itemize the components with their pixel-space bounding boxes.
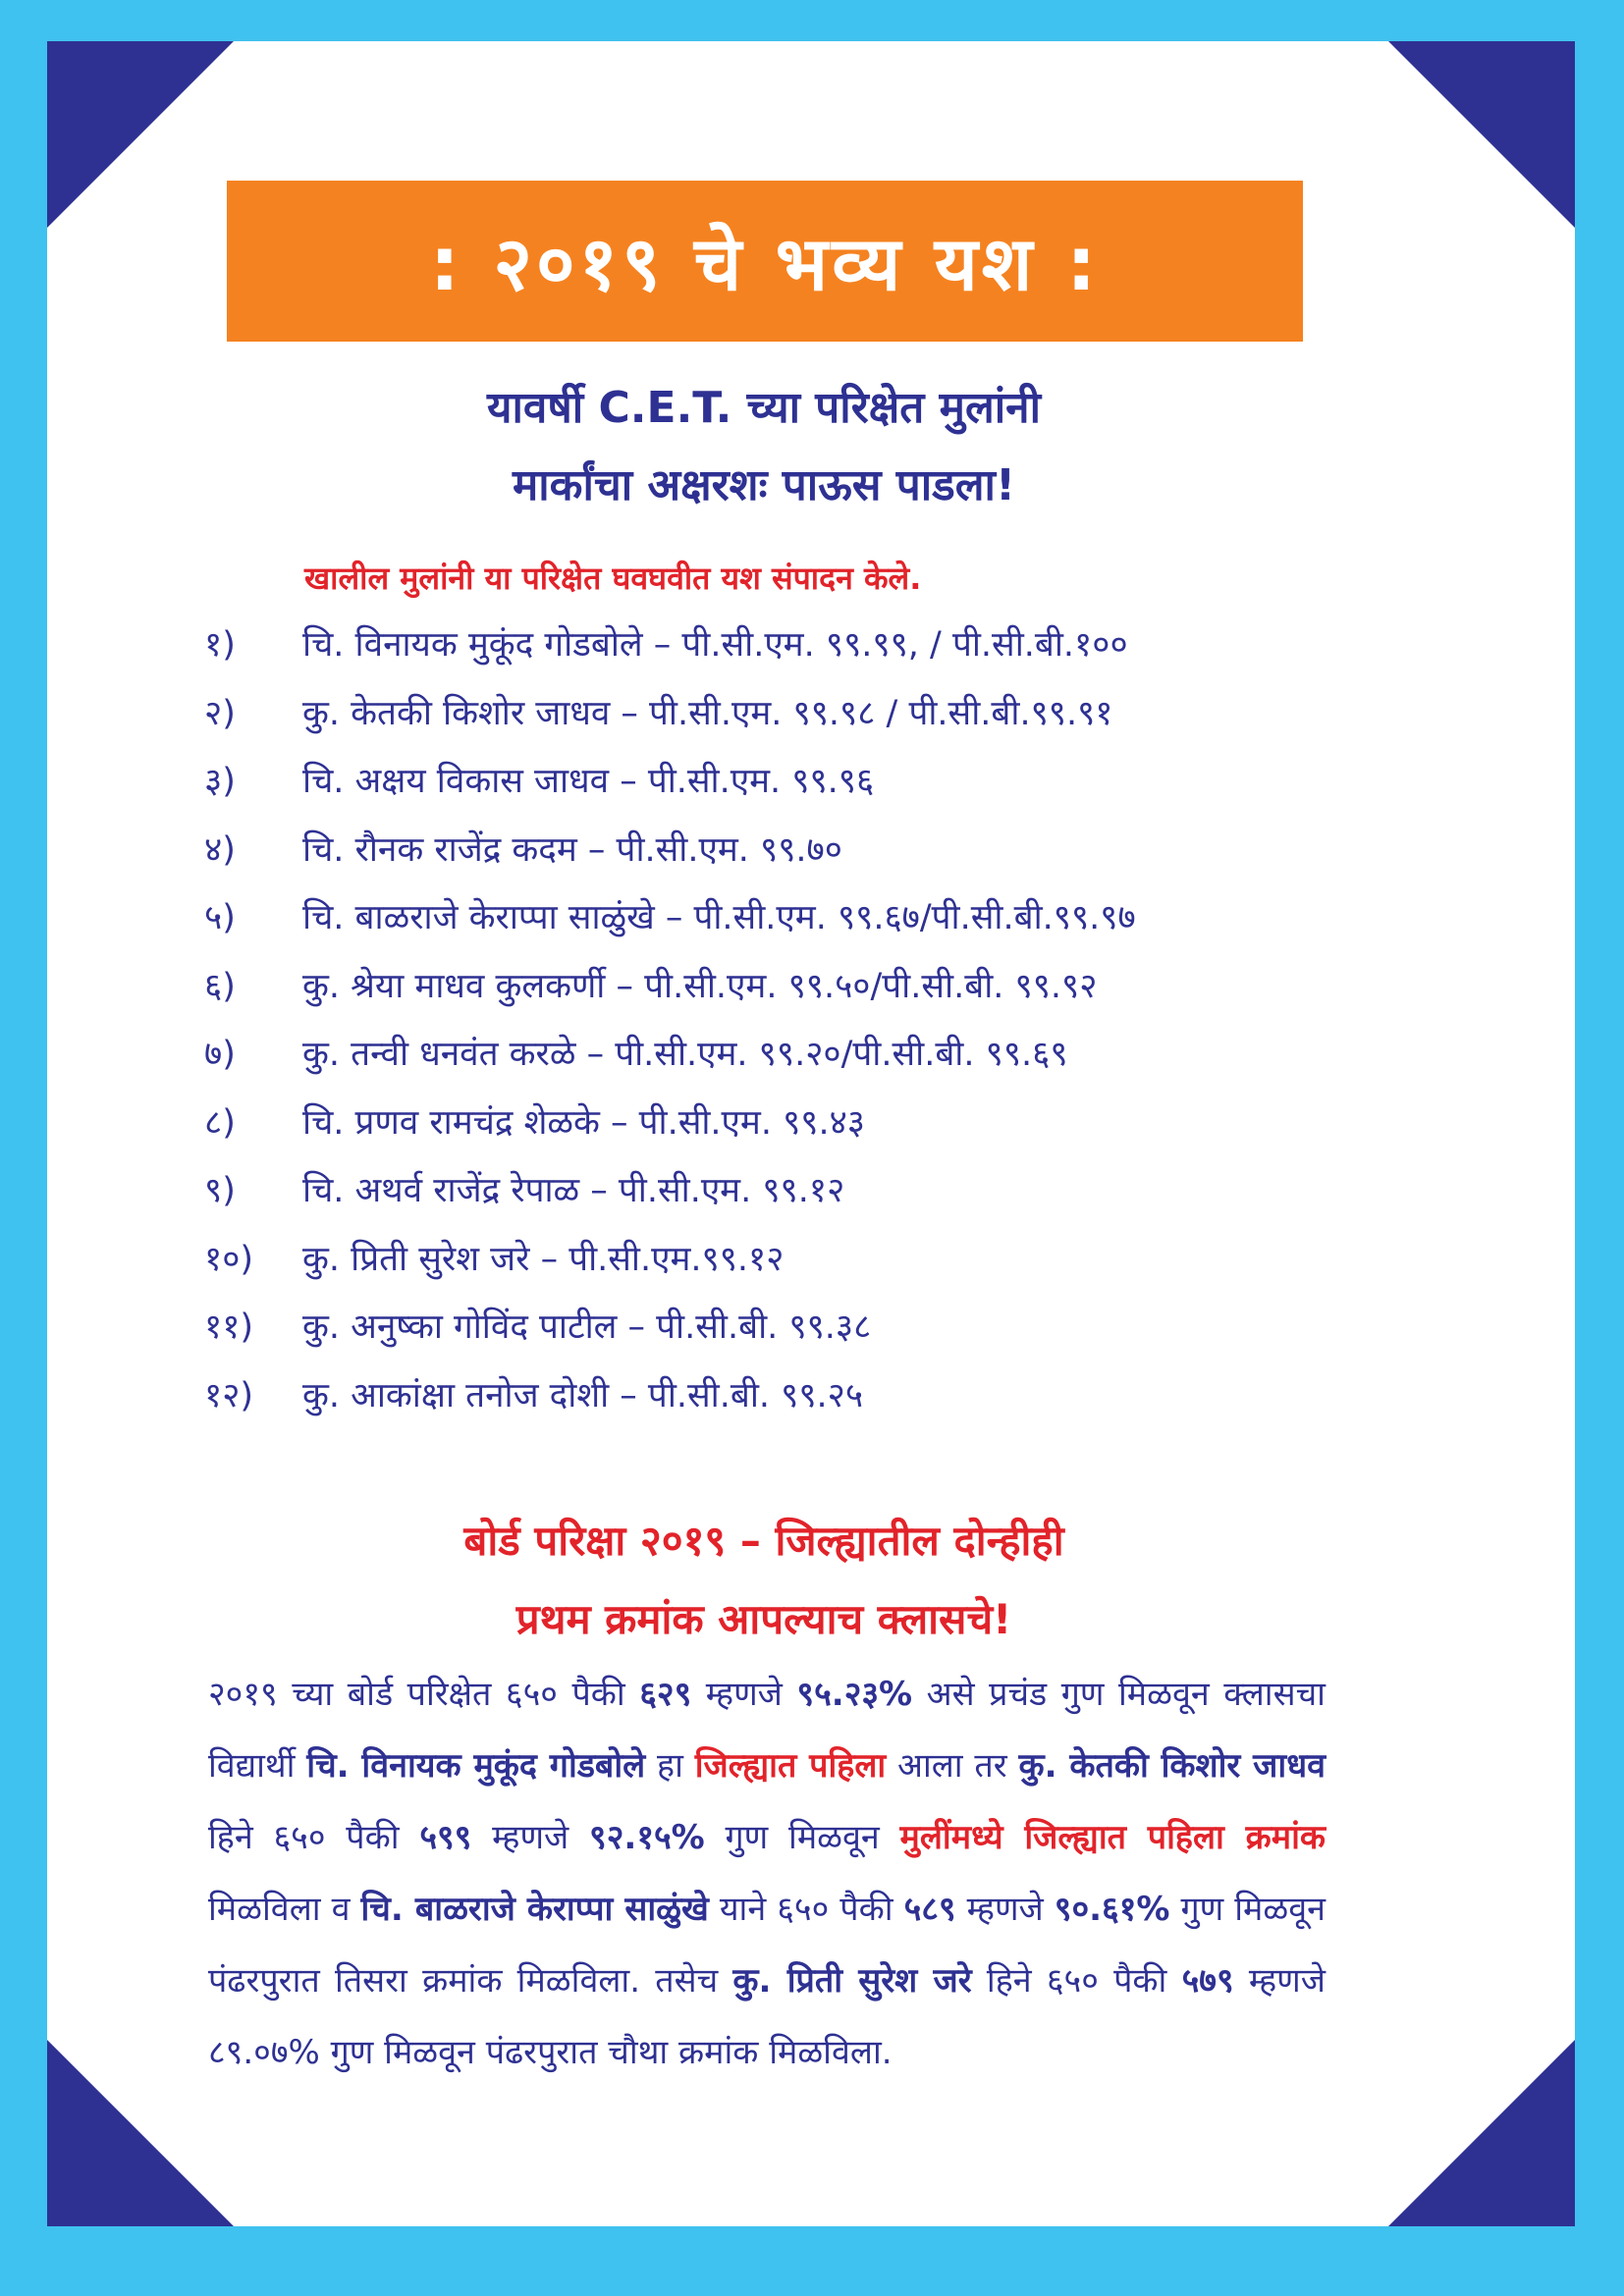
paragraph-text: आला तर (886, 1746, 1019, 1786)
paragraph-text: मिळविला व (208, 1890, 361, 1929)
list-item-number: १२) (204, 1375, 254, 1415)
list-item (204, 1235, 1382, 1304)
highlight-text: मुलींमध्ये जिल्ह्यात पहिला क्रमांक (899, 1818, 1326, 1857)
list-item-number: ७) (204, 1035, 236, 1074)
bold-text: कु. प्रिती सुरेश जरे (732, 1961, 972, 2001)
bold-text: ९५.२३% (796, 1675, 913, 1714)
paragraph-text: म्हणजे (471, 1818, 590, 1857)
paragraph-text: याने ६५० पैकी (708, 1890, 904, 1929)
paragraph-text: हिने ६५० पैकी (971, 1961, 1182, 2001)
board-results-paragraph (208, 1659, 1326, 2089)
list-item-text: कु. प्रिती सुरेश जरे – पी.सी.एम.९९.१२ (302, 1239, 785, 1279)
list-item-number: ९) (204, 1171, 236, 1210)
list-item-text: कु. आकांक्षा तनोज दोशी – पी.सी.बी. ९९.२५ (302, 1375, 864, 1415)
results-subheading: खालील मुलांनी या परिक्षेत घवघवीत यश संपादन केले. (304, 560, 922, 597)
corner-triangle-top-left (47, 41, 234, 228)
list-item-number: ६) (204, 966, 236, 1006)
bold-text: ५८९ (903, 1890, 956, 1929)
list-item-text: चि. अक्षय विकास जाधव – पी.सी.एम. ९९.९६ (302, 762, 875, 801)
list-item-number: ५) (204, 898, 236, 937)
list-item-number: ८) (204, 1102, 236, 1143)
bold-text: ९२.१५% (589, 1818, 705, 1857)
bold-text: चि. बाळराजे केराप्पा साळुंखे (360, 1890, 709, 1929)
list-item-number: ११) (204, 1308, 254, 1347)
headline-line-2: मार्कांचा अक्षरशः पाऊस पाडला! (512, 460, 1016, 510)
list-item (204, 1030, 1382, 1098)
list-item-text: कु. केतकी किशोर जाधव – पी.सी.एम. ९९.९८ / पी.सी.बी.९९.९१ (302, 693, 1113, 733)
paragraph-text: हा (645, 1746, 695, 1786)
list-item-number: ४) (204, 829, 236, 870)
list-item (204, 962, 1382, 1031)
list-item (204, 826, 1382, 894)
bold-text: ५७९ (1181, 1961, 1234, 2001)
corner-triangle-top-right (1388, 41, 1575, 228)
bold-text: ९०.६१% (1054, 1890, 1170, 1929)
paragraph-text: म्हणजे (955, 1890, 1055, 1929)
list-item-text: कु. तन्वी धनवंत करळे – पी.सी.एम. ९९.२०/पी.सी.बी. ९९.६९ (302, 1035, 1068, 1074)
page-title: : २०१९ चे भव्य यश : (429, 219, 1101, 307)
list-item-number: ३) (204, 762, 236, 801)
list-item-number: १०) (204, 1239, 254, 1279)
results-list (204, 620, 1382, 1439)
highlight-text: जिल्ह्यात पहिला (694, 1746, 887, 1786)
list-item (204, 757, 1382, 826)
list-item (204, 1371, 1382, 1440)
list-item-text: कु. अनुष्का गोविंद पाटील – पी.सी.बी. ९९.३८ (302, 1308, 872, 1347)
list-item-number: २) (204, 693, 236, 733)
list-item (204, 1098, 1382, 1167)
corner-triangle-bottom-right (1388, 2040, 1575, 2226)
list-item (204, 689, 1382, 758)
bold-text: कु. केतकी किशोर जाधव (1018, 1746, 1326, 1786)
bold-text: चि. विनायक मुकूंद गोडबोले (306, 1746, 646, 1786)
paragraph-text: म्हणजे ८९.०७% गुण मिळवून पंढरपुरात चौथा क्रमांक मिळविला. (208, 1961, 1326, 2072)
paragraph-text: गुण मिळवून पंढरपुरात तिसरा क्रमांक मिळविला. तसेच (208, 1890, 1326, 2001)
bold-text: ६२९ (639, 1675, 692, 1714)
list-item-text: चि. रौनक राजेंद्र कदम – पी.सी.एम. ९९.७० (302, 829, 842, 870)
list-item-text: चि. प्रणव रामचंद्र शेळके – पी.सी.एम. ९९.४३ (302, 1102, 866, 1143)
list-item (204, 893, 1382, 962)
headline-line-1: यावर्षी C.E.T. च्या परिक्षेत मुलांनी (486, 383, 1041, 433)
board-heading-line-1: बोर्ड परिक्षा २०१९ – जिल्ह्यातील दोन्हीही (463, 1517, 1064, 1565)
paragraph-text: असे प्रचंड गुण मिळवून क्लासचा विद्यार्थी (208, 1675, 1326, 1786)
corner-triangle-bottom-left (47, 2040, 234, 2226)
list-item-text: कु. श्रेया माधव कुलकर्णी – पी.सी.एम. ९९.५०/पी.सी.बी. ९९.९२ (302, 966, 1098, 1006)
bold-text: ५९९ (419, 1818, 472, 1857)
board-heading-line-2: प्रथम क्रमांक आपल्याच क्लासचे! (515, 1595, 1012, 1643)
list-item (204, 1166, 1382, 1235)
list-item-text: चि. विनायक मुकूंद गोडबोले – पी.सी.एम. ९९.९९, / पी.सी.बी.१०० (302, 625, 1128, 665)
title-banner (227, 181, 1303, 342)
list-item (204, 1303, 1382, 1371)
list-item-number: १) (204, 625, 236, 665)
list-item (204, 620, 1382, 689)
list-item-text: चि. अथर्व राजेंद्र रेपाळ – पी.सी.एम. ९९.१२ (302, 1171, 845, 1210)
paragraph-text: गुण मिळवून (704, 1818, 900, 1857)
paragraph-text: म्हणजे (691, 1675, 797, 1714)
paragraph-text: २०१९ च्या बोर्ड परिक्षेत ६५० पैकी (208, 1675, 640, 1714)
list-item-text: चि. बाळराजे केराप्पा साळुंखे – पी.सी.एम. ९९.६७/पी.सी.बी.९९.९७ (302, 898, 1136, 937)
paragraph-text: हिने ६५० पैकी (208, 1818, 420, 1857)
